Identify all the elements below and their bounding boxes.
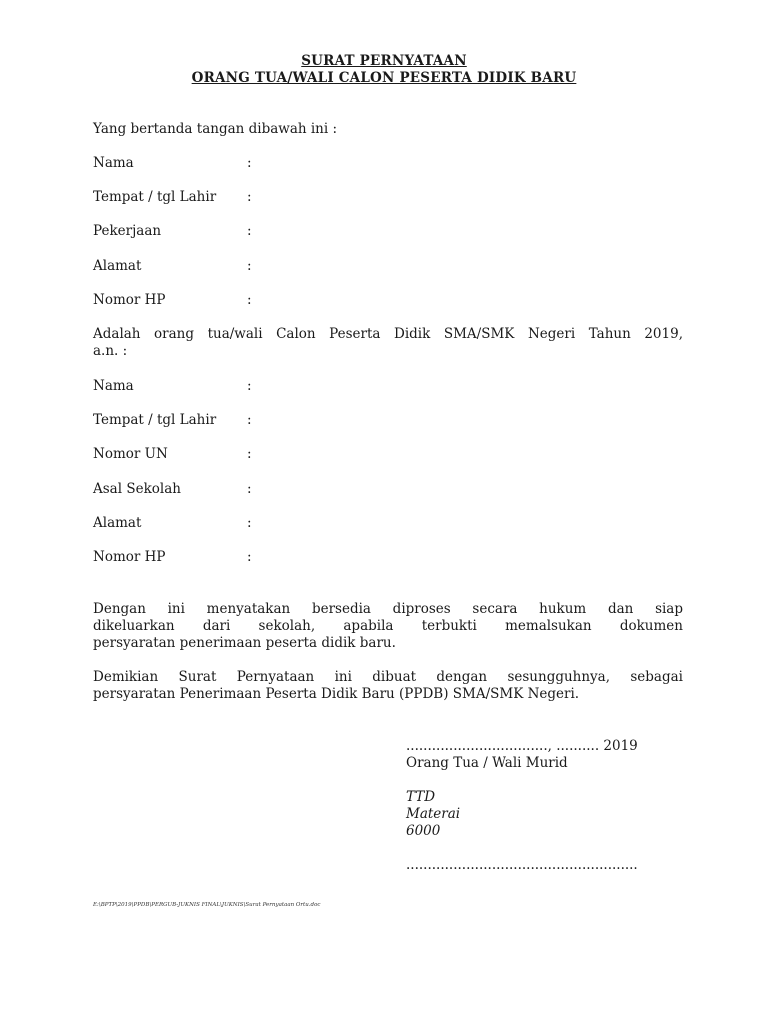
intro-text: Yang bertanda tangan dibawah ini :	[93, 121, 338, 137]
statement-line: Adalah orang tua/wali Calon Peserta Didik SMA/SMK Negeri Tahun 2019,	[93, 326, 683, 342]
field-label: Asal Sekolah	[93, 481, 181, 497]
field-label: Pekerjaan	[93, 223, 162, 239]
declaration-paragraph	[93, 601, 683, 652]
declaration-line: persyaratan penerimaan peserta didik baru.	[93, 635, 396, 651]
field-label: Tempat / tgl Lahir	[93, 189, 217, 205]
field-colon: :	[247, 515, 252, 531]
field-colon: :	[247, 378, 252, 394]
field-label: Nomor HP	[93, 292, 166, 308]
field-colon: :	[247, 412, 252, 428]
closing-line: persyaratan Penerimaan Peserta Didik Baru (PPDB) SMA/SMK Negeri.	[93, 686, 580, 702]
field-label: Nama	[93, 378, 134, 394]
field-label: Nomor HP	[93, 549, 166, 565]
field-colon: :	[247, 292, 252, 308]
field-colon: :	[247, 549, 252, 565]
statement-paragraph	[93, 326, 683, 360]
signature-ttd: TTD	[406, 789, 436, 805]
student-field-nomor-un	[93, 446, 693, 463]
student-field-asal-sekolah	[93, 481, 693, 498]
footer-file-path: E:\BPTP\2019\PPDB\PERGUB-JUKNIS FINAL\JUKNIS\Surat Pernyataan Ortu.doc	[93, 902, 321, 908]
signature-amount: 6000	[406, 823, 441, 839]
declaration-line: dikeluarkan dari sekolah, apabila terbukti memalsukan dokumen	[93, 618, 683, 634]
student-field-tempat-tgl-lahir	[93, 412, 693, 429]
student-field-nama	[93, 378, 693, 395]
field-label: Nomor UN	[93, 446, 168, 462]
document-title: SURAT PERNYATAAN	[301, 53, 467, 69]
field-colon: :	[247, 223, 252, 239]
parent-field-alamat	[93, 258, 693, 275]
signature-role: Orang Tua / Wali Murid	[406, 755, 568, 771]
student-field-nomor-hp	[93, 549, 693, 566]
declaration-line: Dengan ini menyatakan bersedia diproses secara hukum dan siap	[93, 601, 683, 617]
parent-field-pekerjaan	[93, 223, 693, 240]
field-colon: :	[247, 258, 252, 274]
parent-field-tempat-tgl-lahir	[93, 189, 693, 206]
closing-line: Demikian Surat Pernyataan ini dibuat dengan sesungguhnya, sebagai	[93, 669, 683, 685]
document-subtitle: ORANG TUA/WALI CALON PESERTA DIDIK BARU	[191, 70, 577, 86]
closing-paragraph	[93, 669, 683, 703]
field-label: Nama	[93, 155, 134, 171]
signature-name-line: ......................................................	[406, 857, 638, 873]
field-colon: :	[247, 155, 252, 171]
field-colon: :	[247, 446, 252, 462]
field-label: Alamat	[93, 515, 142, 531]
signature-place-date: ................................., .......... 2019	[406, 738, 638, 754]
statement-line: a.n. :	[93, 343, 128, 359]
parent-field-nomor-hp	[93, 292, 693, 309]
field-colon: :	[247, 189, 252, 205]
field-colon: :	[247, 481, 252, 497]
field-label: Alamat	[93, 258, 142, 274]
signature-materai: Materai	[406, 806, 461, 822]
parent-field-nama	[93, 155, 693, 172]
student-field-alamat	[93, 515, 693, 532]
field-label: Tempat / tgl Lahir	[93, 412, 217, 428]
